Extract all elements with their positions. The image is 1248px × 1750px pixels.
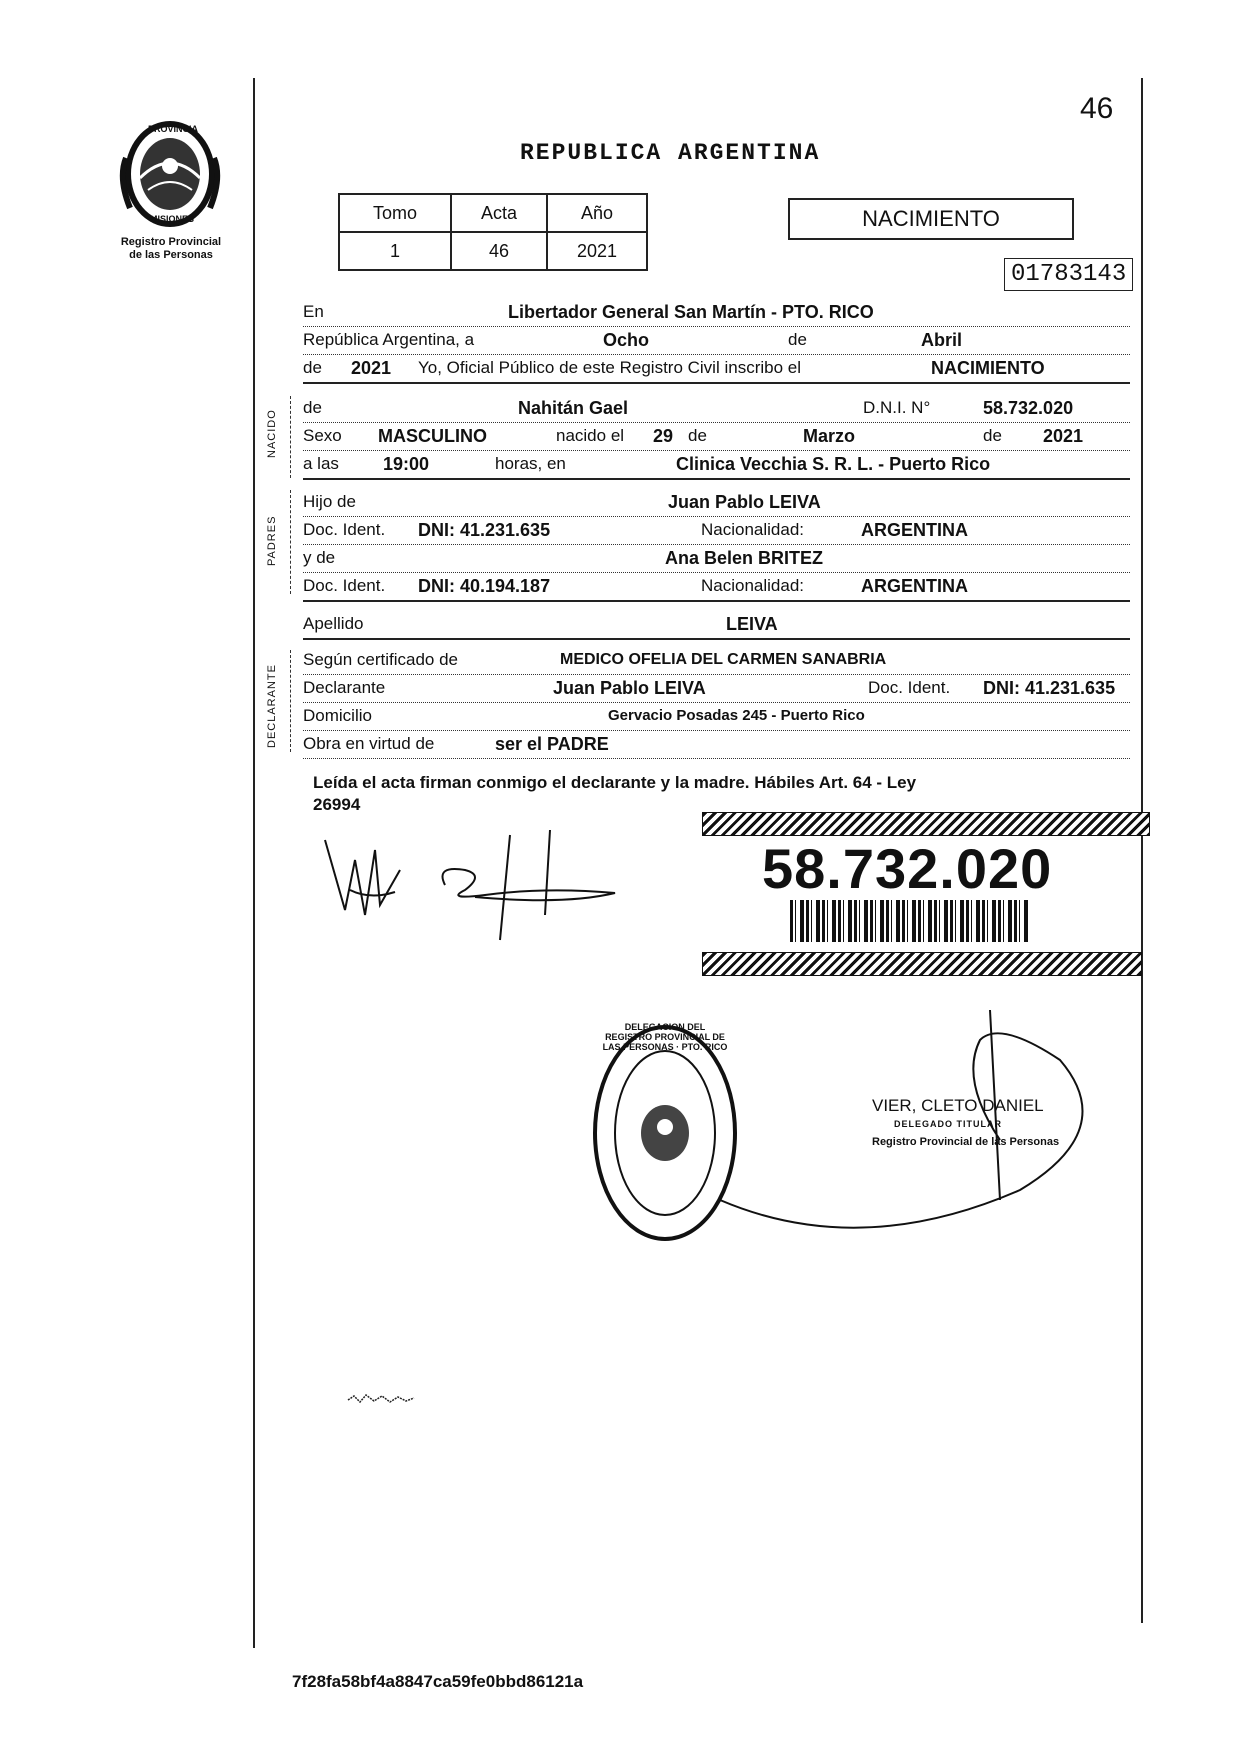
- label-declarant-doc: Doc. Ident.: [868, 678, 951, 697]
- label-de-year: de: [303, 358, 322, 377]
- row-father: [303, 490, 1130, 517]
- registry-header-tomo: Tomo: [339, 194, 451, 232]
- document-type-box: NACIMIENTO: [788, 198, 1074, 240]
- row-mother-doc: [303, 574, 1130, 602]
- security-band-bottom: [702, 952, 1142, 976]
- row-relation: [303, 732, 1130, 759]
- declarant-name-value: Juan Pablo LEIVA: [553, 678, 706, 698]
- security-band-top: [702, 812, 1150, 836]
- label-domicilio: Domicilio: [303, 706, 372, 725]
- label-republica: República Argentina, a: [303, 330, 475, 349]
- address-value: Gervacio Posadas 245 - Puerto Rico: [608, 707, 865, 724]
- logo-text-top: PROVINCIA: [148, 124, 199, 134]
- father-doc-value: DNI: 41.231.635: [418, 520, 551, 540]
- row-address: [303, 704, 1130, 731]
- section-bar-padres: [290, 490, 292, 594]
- registry-header-row: [339, 194, 647, 232]
- mother-name-value: Ana Belen BRITEZ: [665, 548, 824, 568]
- birth-month-value: Marzo: [803, 426, 856, 446]
- surname-value: LEIVA: [726, 614, 778, 634]
- row-certificate: [303, 648, 1130, 675]
- birth-year-value: 2021: [1043, 426, 1084, 446]
- birth-place-value: Clinica Vecchia S. R. L. - Puerto Rico: [676, 454, 991, 474]
- declarant-doc-value: DNI: 41.231.635: [983, 678, 1116, 698]
- label-apellido: Apellido: [303, 614, 364, 633]
- label-dni: D.N.I. N°: [863, 398, 931, 417]
- registry-table: [338, 193, 648, 271]
- label-a-las: a las: [303, 454, 339, 473]
- row-declarant: [303, 676, 1130, 703]
- registry-header-acta: Acta: [451, 194, 547, 232]
- sexo-value: MASCULINO: [378, 426, 487, 446]
- row-mother: [303, 546, 1130, 573]
- right-margin-line: [1141, 78, 1143, 1623]
- registry-header-anio: Año: [547, 194, 647, 232]
- label-obra: Obra en virtud de: [303, 734, 435, 753]
- signature-declarant: [320, 830, 420, 920]
- father-name-value: Juan Pablo LEIVA: [668, 492, 821, 512]
- label-de-birth-year: de: [983, 426, 1002, 445]
- logo-caption: [96, 236, 246, 262]
- official-block: [872, 1097, 1059, 1151]
- section-bar-declarante: [290, 650, 292, 752]
- logo-caption-line-1: Registro Provincial: [120, 236, 222, 248]
- official-role: DELEGADO TITULAR: [894, 1119, 1002, 1129]
- ink-mark: [346, 1392, 416, 1406]
- seal-text: DELEGACION DEL REGISTRO PROVINCIAL DE LAS PERSONAS · PTO. RICO: [602, 1022, 728, 1052]
- label-en: En: [303, 302, 324, 321]
- label-y-de: y de: [303, 548, 336, 567]
- day-value: Ocho: [603, 330, 650, 350]
- place-value: Libertador General San Martín - PTO. RICO: [508, 302, 874, 322]
- label-father-doc: Doc. Ident.: [303, 520, 386, 539]
- legal-text: [313, 772, 1133, 816]
- child-name-value: Nahitán Gael: [518, 398, 629, 418]
- label-horas: horas, en: [495, 454, 566, 473]
- label-inscribo: Yo, Oficial Público de este Registro Civil inscribo el: [418, 358, 801, 377]
- mother-nationality-value: ARGENTINA: [861, 576, 968, 596]
- province-logo: [118, 118, 222, 230]
- label-sexo: Sexo: [303, 426, 342, 445]
- label-de-month: de: [788, 330, 807, 349]
- certificate-value: MEDICO OFELIA DEL CARMEN SANABRIA: [560, 651, 887, 668]
- label-mother-doc: Doc. Ident.: [303, 576, 386, 595]
- barcode-icon: [790, 900, 1030, 942]
- label-certificado: Según certificado de: [303, 650, 458, 669]
- logo-text-bottom: MISIONES: [150, 214, 195, 224]
- row-time-place: [303, 452, 1130, 480]
- serial-number: 01783143: [1004, 258, 1133, 291]
- logo-caption-line-2: de las Personas: [129, 249, 213, 261]
- section-label-declarante: DECLARANTE: [266, 664, 278, 748]
- section-label-nacido: NACIDO: [266, 409, 278, 458]
- registry-value-acta: 46: [451, 232, 547, 270]
- label-mother-nationality: Nacionalidad:: [701, 576, 805, 595]
- registry-value-tomo: 1: [339, 232, 451, 270]
- year-value: 2021: [351, 358, 392, 378]
- legal-text-line-1: Leída el acta firman conmigo el declarante y la madre. Hábiles Art. 64 - Ley: [313, 773, 917, 792]
- legal-text-line-2: 26994: [313, 795, 361, 814]
- row-sex-birthdate: [303, 424, 1130, 451]
- label-declarante: Declarante: [303, 678, 386, 697]
- section-bar-nacido: [290, 396, 292, 478]
- father-nationality-value: ARGENTINA: [861, 520, 968, 540]
- section-label-padres: PADRES: [266, 515, 278, 566]
- official-org: Registro Provincial de las Personas: [872, 1136, 1060, 1148]
- birth-time-value: 19:00: [383, 454, 430, 474]
- page-title: REPUBLICA ARGENTINA: [520, 140, 821, 166]
- row-date: [303, 328, 1130, 355]
- signature-mother: [425, 825, 625, 945]
- page-number: 46: [1080, 92, 1114, 125]
- row-child-name: [303, 396, 1130, 423]
- registry-value-row: [339, 232, 647, 270]
- document-hash: 7f28fa58bf4a8847ca59fe0bbd86121a: [292, 1672, 584, 1691]
- label-de-child: de: [303, 398, 322, 417]
- row-place: [303, 300, 1130, 327]
- label-hijo-de: Hijo de: [303, 492, 356, 511]
- dni-stamp-number: 58.732.020: [762, 837, 1053, 900]
- left-margin-line: [253, 78, 255, 1648]
- mother-doc-value: DNI: 40.194.187: [418, 576, 551, 596]
- label-father-nationality: Nacionalidad:: [701, 520, 805, 539]
- birth-day-value: 29: [653, 426, 674, 446]
- month-value: Abril: [921, 330, 963, 350]
- act-type-value: NACIMIENTO: [931, 358, 1045, 378]
- row-year: [303, 356, 1130, 384]
- relation-value: ser el PADRE: [495, 734, 609, 754]
- label-nacido-el: nacido el: [556, 426, 625, 445]
- child-dni-value: 58.732.020: [983, 398, 1074, 418]
- row-surname: [303, 612, 1130, 640]
- official-name: VIER, CLETO DANIEL: [872, 1096, 1044, 1115]
- label-de-birth-month: de: [688, 426, 707, 445]
- row-father-doc: [303, 518, 1130, 545]
- registry-value-anio: 2021: [547, 232, 647, 270]
